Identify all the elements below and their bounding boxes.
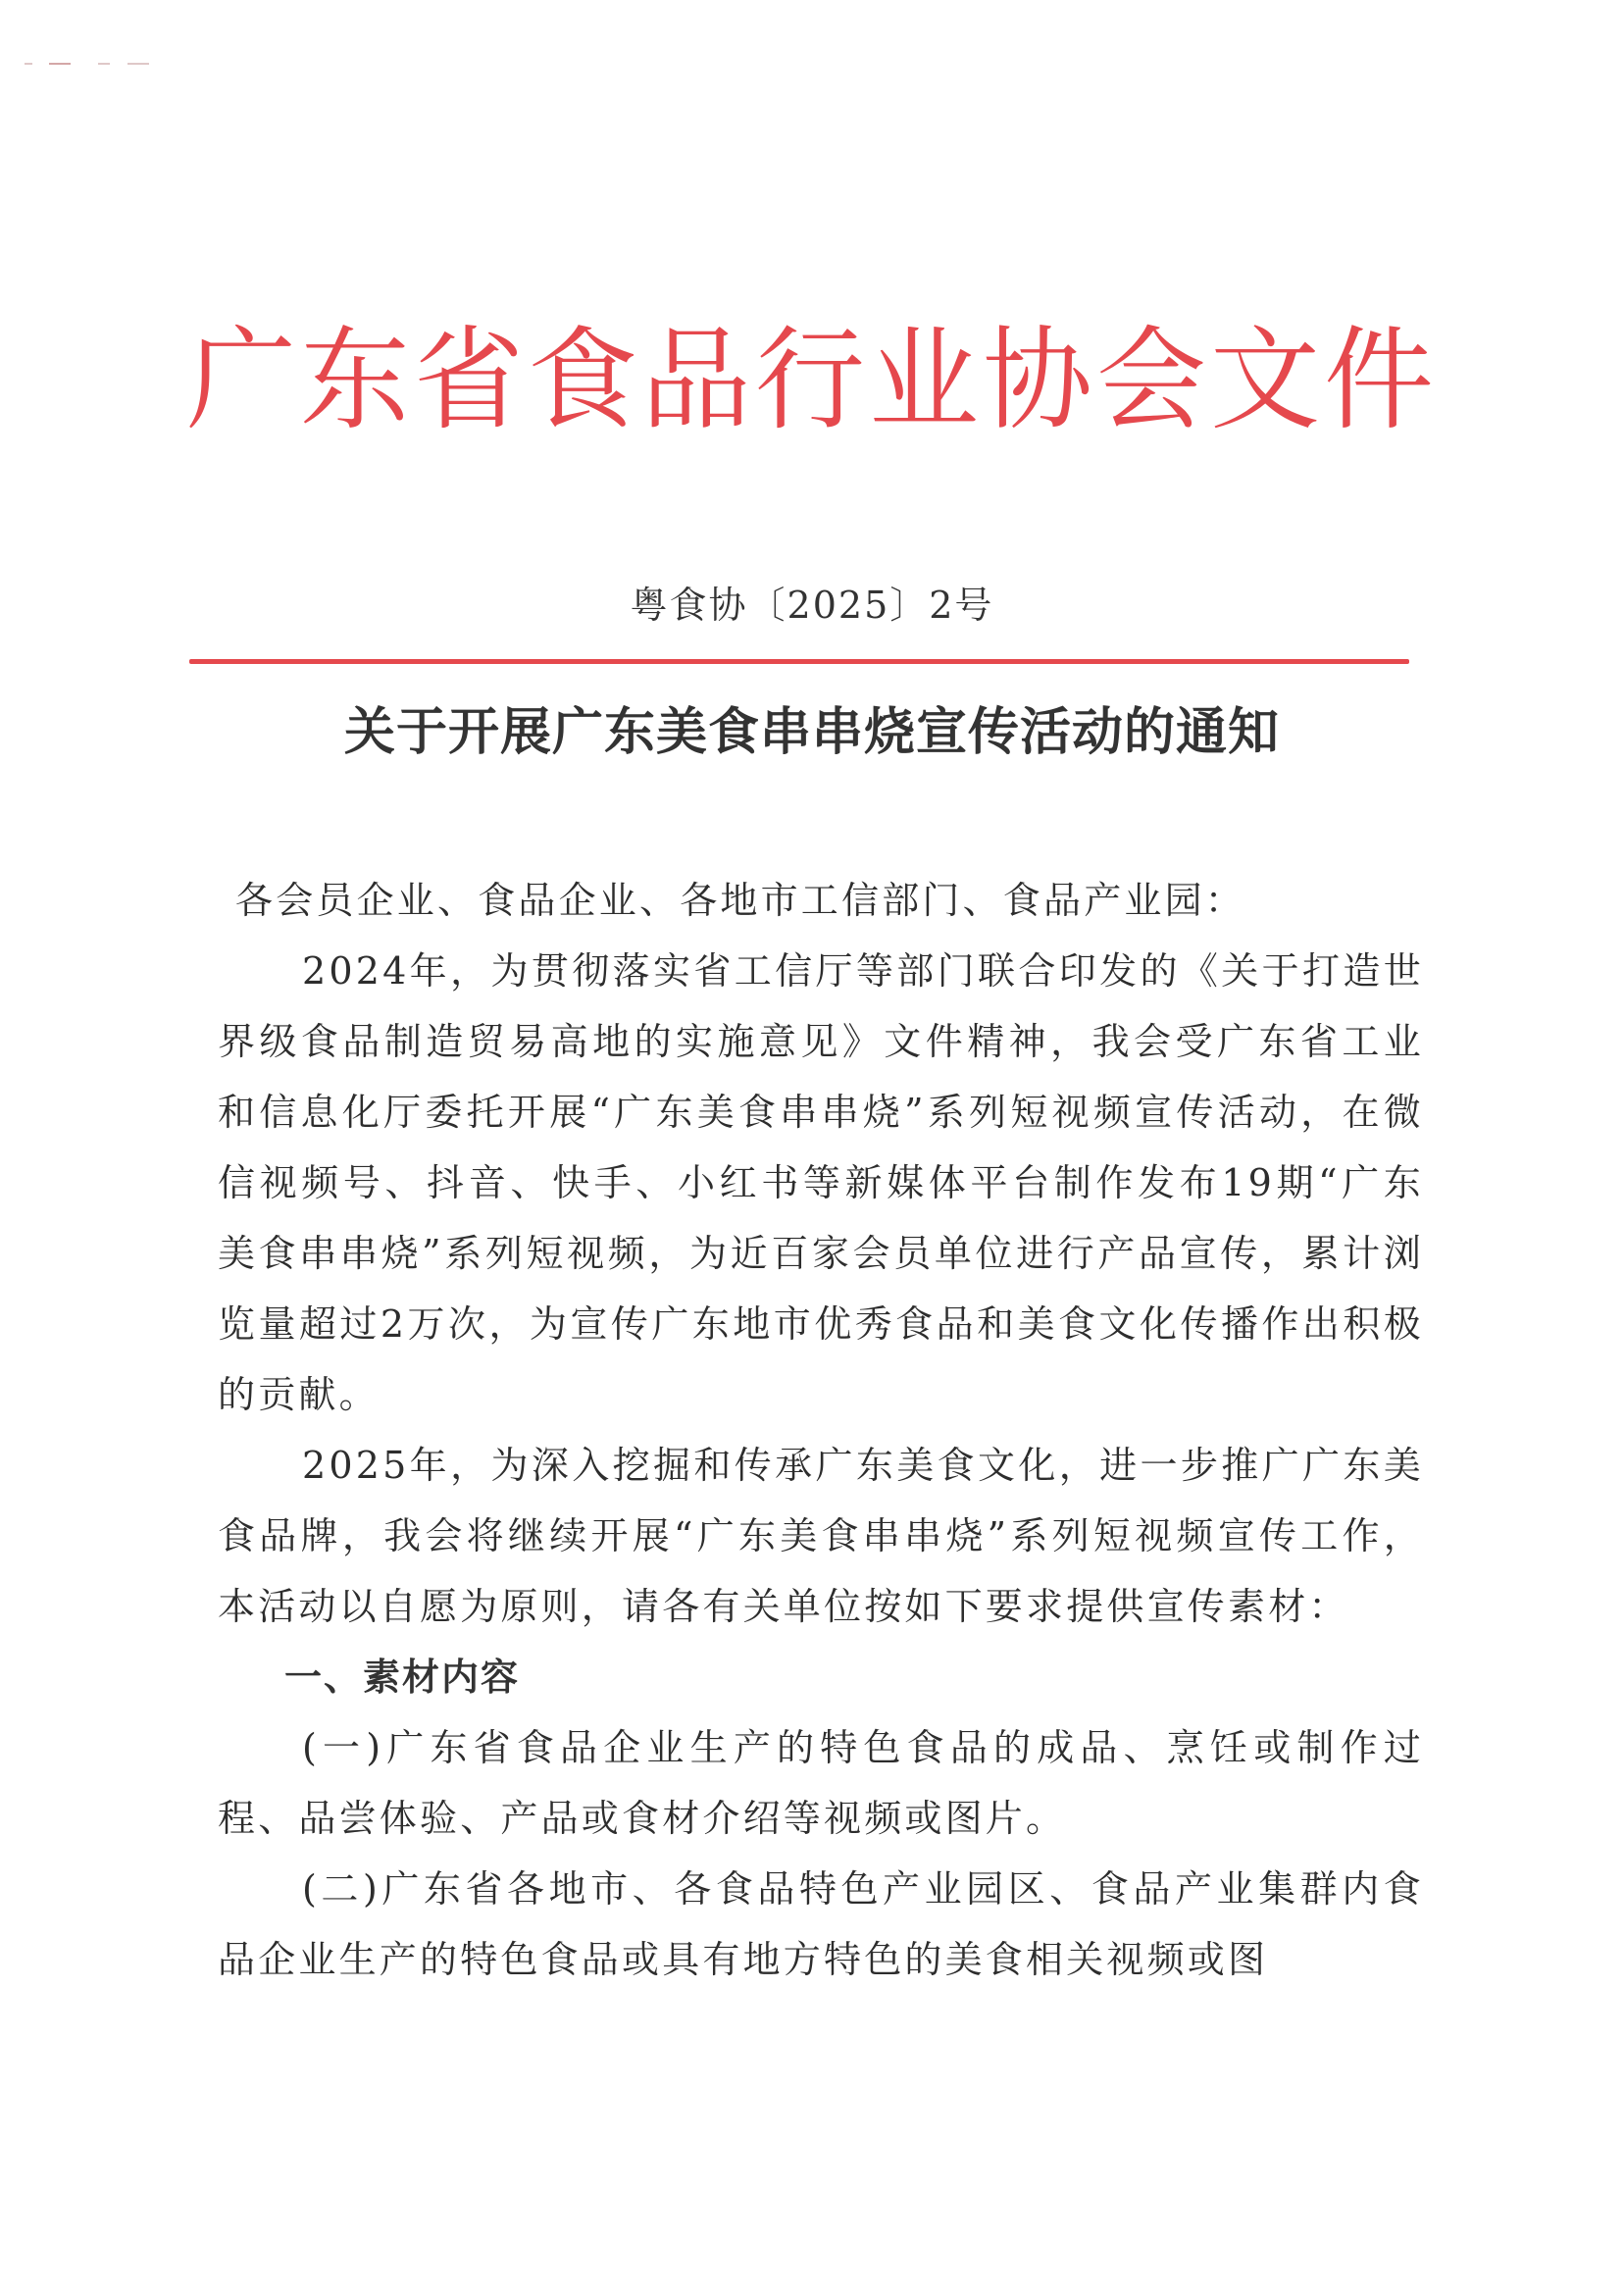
- org-red-header: 广东省食品行业协会文件: [186, 315, 1438, 446]
- section-heading-material-content: 一、素材内容: [284, 1656, 521, 1699]
- red-divider: [189, 659, 1409, 664]
- scan-artifact: [25, 63, 152, 66]
- document-number: 粤食协〔2025〕2号: [630, 584, 994, 627]
- notice-title: 关于开展广东美食串串烧宣传活动的通知: [343, 703, 1280, 762]
- document-body: [218, 865, 1424, 1995]
- salutation: 各会员企业、食品企业、各地市工信部门、食品产业园：: [235, 879, 1246, 922]
- section-item-2: (二)广东省各地市、各食品特色产业园区、食品产业集群内食品企业生产的特色食品或具有地方特色的美食相关视频或图: [218, 1867, 1424, 1981]
- paragraph-2025: 2025年，为深入挖掘和传承广东美食文化，进一步推广广东美食品牌，我会将继续开展“广东美食串串烧”系列短视频宣传工作，本活动以自愿为原则，请各有关单位按如下要求提供宣传素材：: [218, 1444, 1424, 1628]
- section-item-1: (一)广东省食品企业生产的特色食品的成品、烹饪或制作过程、品尝体验、产品或食材介绍等视频或图片。: [218, 1726, 1424, 1840]
- paragraph-2024: 2024年，为贯彻落实省工信厅等部门联合印发的《关于打造世界级食品制造贸易高地的实施意见》文件精神，我会受广东省工业和信息化厅委托开展“广东美食串串烧”系列短视频宣传活动，在微信视频号、抖音、快手、小红书等新媒体平台制作发布19期“广东美食串串烧”系列短视频，为近百家会员单位进行产品宣传，累计浏览量超过2万次，为宣传广东地市优秀食品和美食文化传播作出积极的贡献。: [218, 949, 1424, 1416]
